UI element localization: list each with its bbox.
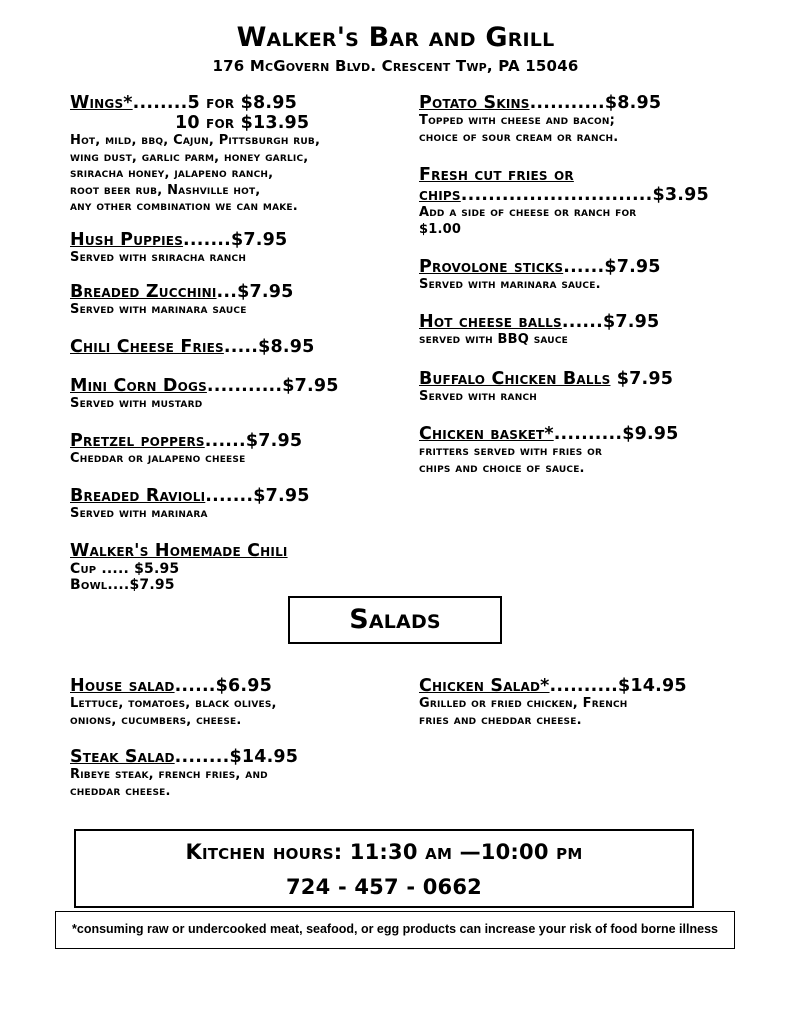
item-name: Chicken Salad* (419, 676, 550, 696)
item-dots: ........... (206, 376, 283, 396)
item-price: $7.95 (604, 257, 661, 277)
menu-item-fresh-cut-fries (419, 165, 709, 238)
kitchen-hours-box (74, 829, 694, 908)
item-description: served with BBQ sauce (419, 332, 568, 347)
item-price: $14.95 (618, 676, 687, 696)
item-price: $7.95 (616, 369, 674, 389)
item-dots: ....... (205, 486, 254, 506)
item-dots: ...... (561, 312, 603, 332)
item-dots: ........... (529, 93, 605, 113)
item-name: Hot cheese balls (419, 312, 562, 332)
menu-item-chili-cheese-fries (70, 337, 314, 357)
item-description: Served with mustard (70, 396, 203, 411)
item-price: $8.95 (604, 93, 662, 113)
restaurant-title: Walker's Bar and Grill (236, 22, 555, 53)
item-price: $7.95 (253, 486, 310, 506)
menu-item-hush-puppies (70, 230, 287, 267)
item-description: Ribeye steak, french fries, and cheddar cheese. (70, 767, 268, 799)
item-dots: ....... (183, 230, 231, 250)
item-price: $6.95 (215, 676, 273, 696)
restaurant-address: 176 McGovern Blvd. Crescent Twp, PA 15046 (212, 57, 579, 75)
item-name: Provolone sticks (419, 257, 564, 277)
menu-item-pretzel-poppers (70, 431, 302, 468)
item-description: Hot, mild, bbq, Cajun, Pittsburgh rub, wing dust, garlic parm, honey garlic, sriracha honey, jalapeno ranch, root beer rub, Nashville hot, any other combination we can make. (70, 133, 321, 214)
kitchen-hours: Kitchen hours: 11:30 am —10:00 pm (185, 840, 583, 864)
item-name-line1: Fresh cut fries or (419, 165, 574, 185)
menu-item-hot-cheese-balls (419, 312, 659, 349)
item-description: Served with sriracha ranch (70, 250, 247, 265)
item-price: $14.95 (229, 747, 299, 767)
item-name: Breaded Ravioli (70, 486, 206, 506)
item-name: Steak Salad (70, 747, 175, 767)
menu-item-homemade-chili (70, 541, 288, 593)
item-dots: ...... (204, 431, 246, 451)
item-description: Served with marinara sauce. (419, 277, 601, 292)
menu-item-potato-skins (419, 93, 661, 146)
menu-item-provolone-sticks (419, 257, 661, 294)
chili-bowl-price: Bowl....$7.95 (70, 577, 175, 593)
menu-item-steak-salad (70, 747, 298, 800)
item-name: Chicken basket* (419, 424, 554, 444)
item-dots: ........ (132, 93, 188, 113)
item-name: chips (419, 185, 461, 205)
menu-item-breaded-ravioli (70, 486, 310, 523)
menu-item-buffalo-chicken-balls (419, 369, 673, 406)
item-name: Walker's Homemade Chili (70, 541, 288, 561)
item-price: $3.95 (652, 185, 709, 205)
item-name: Potato Skins (419, 93, 530, 113)
item-description: Add a side of cheese or ranch for $1.00 (419, 205, 637, 237)
item-name: Mini Corn Dogs (70, 376, 207, 396)
item-price: $7.95 (230, 230, 288, 250)
item-price: $7.95 (282, 376, 339, 396)
item-dots: .......... (553, 424, 623, 444)
item-description (70, 561, 288, 593)
item-price: $7.95 (237, 282, 294, 302)
item-description: Cheddar or jalapeno cheese (70, 451, 246, 466)
item-description: Served with ranch (419, 389, 537, 404)
menu-item-wings (70, 93, 320, 216)
item-name: Buffalo Chicken Balls (419, 369, 611, 389)
item-price: $7.95 (245, 431, 303, 451)
menu-item-chicken-salad (419, 676, 687, 729)
item-description: fritters served with fries or chips and choice of sauce. (419, 444, 603, 476)
item-name: Hush Puppies (70, 230, 184, 250)
item-description: Served with marinara sauce (70, 302, 247, 317)
salads-heading: Salads (288, 596, 502, 644)
item-name: Chili Cheese Fries (70, 337, 224, 357)
item-name: Wings* (70, 93, 133, 113)
item-dots: ...... (174, 676, 216, 696)
item-price: 5 for $8.95 (187, 93, 298, 113)
menu-item-house-salad (70, 676, 277, 729)
item-dots: ........ (174, 747, 230, 767)
menu-item-breaded-zucchini (70, 282, 293, 319)
item-description: Served with marinara (70, 506, 208, 521)
item-price: $8.95 (258, 337, 315, 357)
item-description: Grilled or fried chicken, French fries and cheddar cheese. (419, 696, 628, 728)
item-description: Lettuce, tomatoes, black olives, onions, cucumbers, cheese. (70, 696, 277, 728)
item-price-alt: 10 for $13.95 (175, 113, 310, 133)
item-price: $9.95 (622, 424, 679, 444)
phone-number: 724 - 457 - 0662 (286, 875, 482, 899)
item-name: Pretzel poppers (70, 431, 205, 451)
menu-item-mini-corn-dogs (70, 376, 339, 413)
item-dots: ............................ (460, 185, 653, 205)
item-dots: ... (216, 282, 238, 302)
chili-cup-price: Cup ..... $5.95 (70, 561, 180, 577)
item-name: House salad (70, 676, 175, 696)
item-dots: ...... (563, 257, 605, 277)
item-price: $7.95 (602, 312, 660, 332)
consumer-advisory: *consuming raw or undercooked meat, seafood, or egg products can increase your risk of food borne illness (55, 911, 735, 949)
item-name: Breaded Zucchini (70, 282, 217, 302)
item-dots: ..... (223, 337, 259, 357)
item-description: Topped with cheese and bacon; choice of sour cream or ranch. (419, 113, 619, 145)
item-dots: .......... (549, 676, 619, 696)
menu-item-chicken-basket (419, 424, 679, 477)
